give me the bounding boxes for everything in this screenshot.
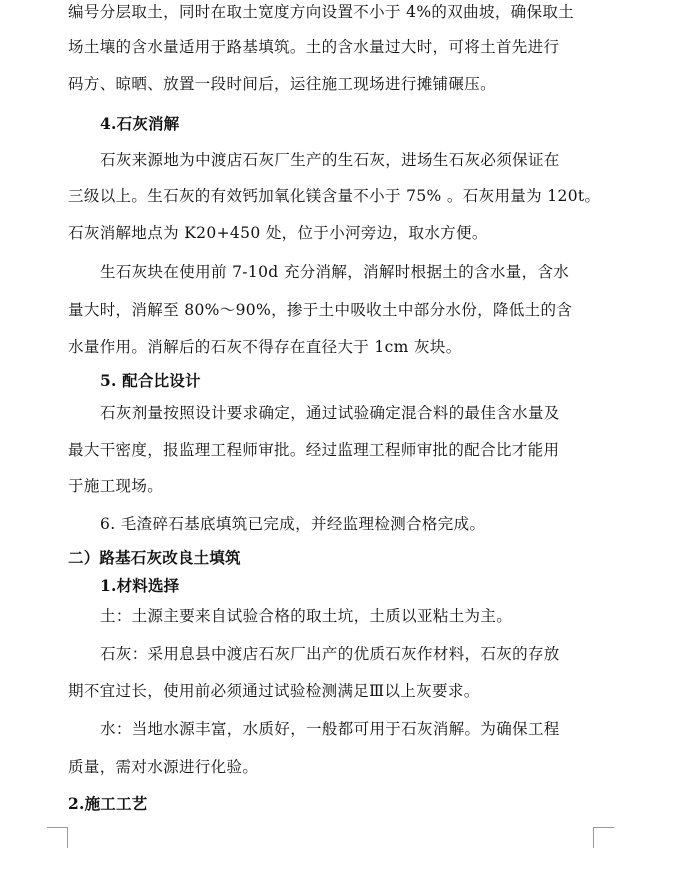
page-margin-mark [593, 827, 614, 848]
paragraph-line: 水量作用。消解后的石灰不得存在直径大于 1cm 灰块。 [68, 338, 462, 356]
paragraph-line: 土：土源主要来自试验合格的取土坑，土质以亚粘土为主。 [100, 607, 513, 625]
paragraph-line: 质量，需对水源进行化验。 [68, 758, 259, 776]
section-heading: 1.材料选择 [100, 576, 180, 595]
section-heading: 二）路基石灰改良土填筑 [68, 548, 241, 567]
paragraph-line: 期不宜过长，使用前必须通过试验检测满足Ⅲ以上灰要求。 [68, 682, 480, 700]
paragraph-line: 量大时，消解至 80%～90%，掺于土中吸收土中部分水份，降低土的含 [68, 301, 573, 319]
paragraph-line: 6. 毛渣碎石基底填筑已完成，并经监理检测合格完成。 [100, 515, 486, 533]
section-heading: 4.石灰消解 [100, 114, 180, 133]
paragraph-line: 生石灰块在使用前 7-10d 充分消解，消解时根据土的含水量，含水 [100, 263, 570, 281]
paragraph-line: 石灰消解地点为 K20+450 处，位于小河旁边，取水方便。 [68, 224, 488, 242]
paragraph-line: 于施工现场。 [68, 477, 164, 495]
paragraph-line: 最大干密度，报监理工程师审批。经过监理工程师审批的配合比才能用 [68, 441, 560, 459]
section-heading: 2.施工工艺 [68, 794, 148, 813]
paragraph-line: 水：当地水源丰富，水质好，一般都可用于石灰消解。为确保工程 [100, 720, 560, 738]
paragraph-line: 场土壤的含水量适用于路基填筑。土的含水量过大时，可将土首先进行 [68, 38, 560, 56]
section-heading: 5. 配合比设计 [100, 371, 201, 390]
paragraph-line: 码方、晾晒、放置一段时间后，运往施工现场进行摊铺碾压。 [68, 75, 496, 93]
paragraph-line: 编号分层取土，同时在取土宽度方向设置不小于 4%的双曲坡，确保取土 [68, 3, 575, 21]
paragraph-line: 石灰：采用息县中渡店石灰厂出产的优质石灰作材料，石灰的存放 [100, 645, 560, 663]
page-margin-mark [47, 827, 68, 848]
paragraph-line: 三级以上。生石灰的有效钙加氧化镁含量不小于 75% 。石灰用量为 120t。 [68, 187, 601, 205]
paragraph-line: 石灰来源地为中渡店石灰厂生产的生石灰，进场生石灰必须保证在 [100, 151, 560, 169]
paragraph-line: 石灰剂量按照设计要求确定，通过试验确定混合料的最佳含水量及 [100, 404, 560, 422]
